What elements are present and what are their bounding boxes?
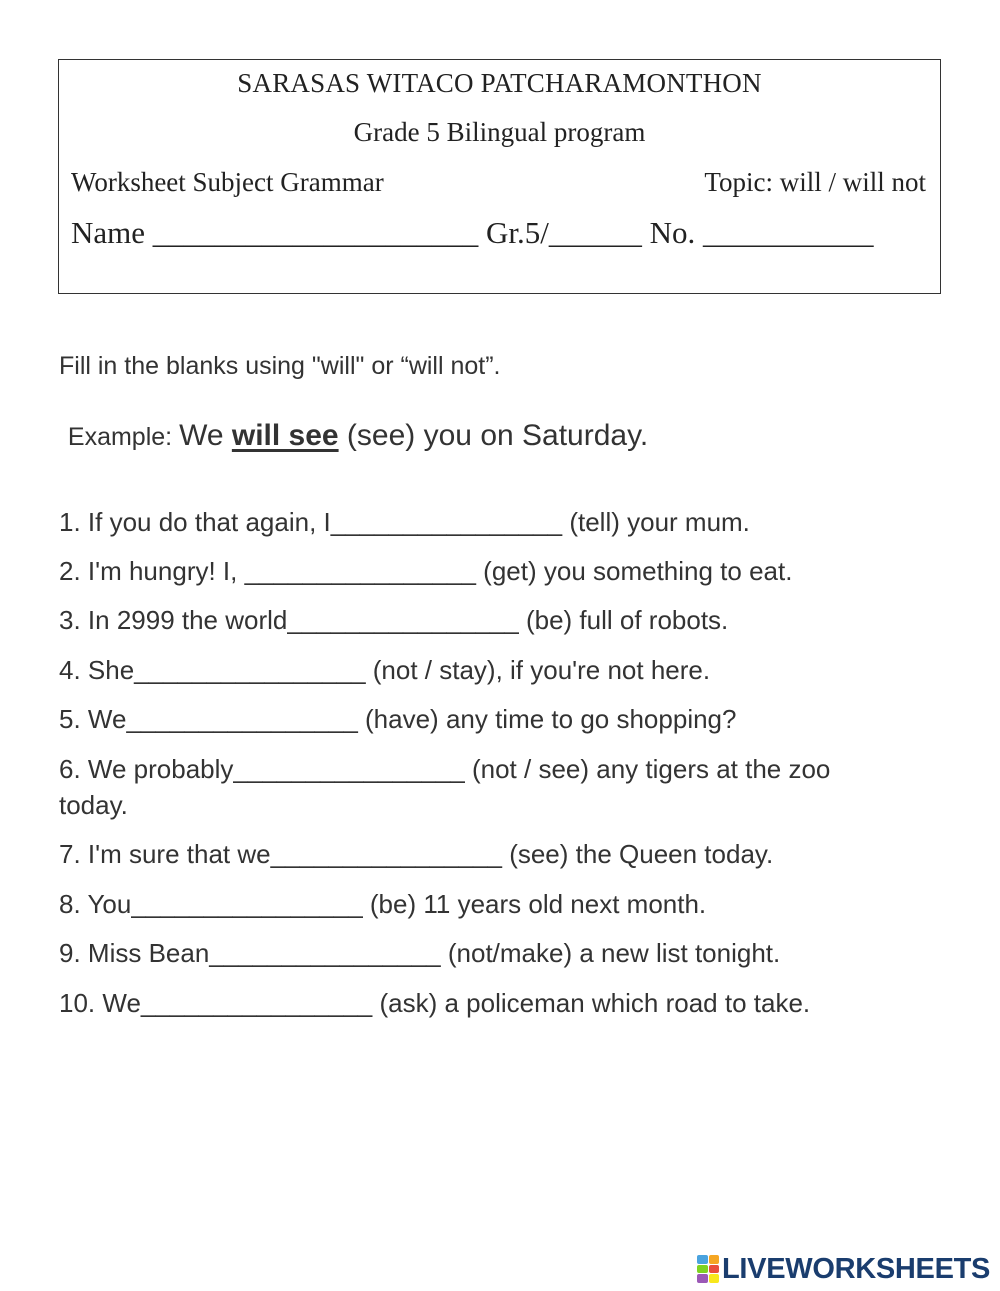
question-4: 4. She________________ (not / stay), if you're not here. [59,655,711,685]
example-after: (see) you on Saturday. [338,419,649,452]
question-3: 3. In 2999 the world________________ (be) full of robots. [59,605,729,635]
question-6: 6. We probably________________ (not / see) any tigers at the zoo [59,754,831,784]
example-before: We [179,419,232,452]
question-8: 8. You________________ (be) 11 years old next month. [59,889,707,919]
question-2: 2. I'm hungry! I, ________________ (get) you something to eat. [59,556,793,586]
question-1: 1. If you do that again, I________________ (tell) your mum. [59,507,750,537]
question-6-continued: today. [59,790,128,820]
liveworksheets-logo [697,1251,990,1287]
example-answer: will see [231,419,339,452]
question-5: 5. We________________ (have) any time to go shopping? [59,704,737,734]
program-name: Grade 5 Bilingual program [353,117,646,147]
example-label: Example: [67,423,180,451]
instruction-text: Fill in the blanks using "will" or “will not”. [59,352,501,380]
question-10: 10. We________________ (ask) a policeman which road to take. [59,988,811,1018]
example-sentence [59,401,648,453]
topic-label: Topic: will / will not [704,167,926,197]
logo-tiles-icon [697,1255,719,1283]
logo-text: LIVEWORKSHEETS [722,1252,991,1285]
subject-label: Worksheet Subject Grammar [71,167,384,197]
school-name: SARASAS WITACO PATCHARAMONTHON [237,68,762,98]
question-9: 9. Miss Bean________________ (not/make) a new list tonight. [59,938,781,968]
student-info-row: Name _____________________ Gr.5/______ No. ___________ [71,215,874,250]
worksheet-header [58,59,941,294]
question-7: 7. I'm sure that we________________ (see) the Queen today. [59,839,774,869]
